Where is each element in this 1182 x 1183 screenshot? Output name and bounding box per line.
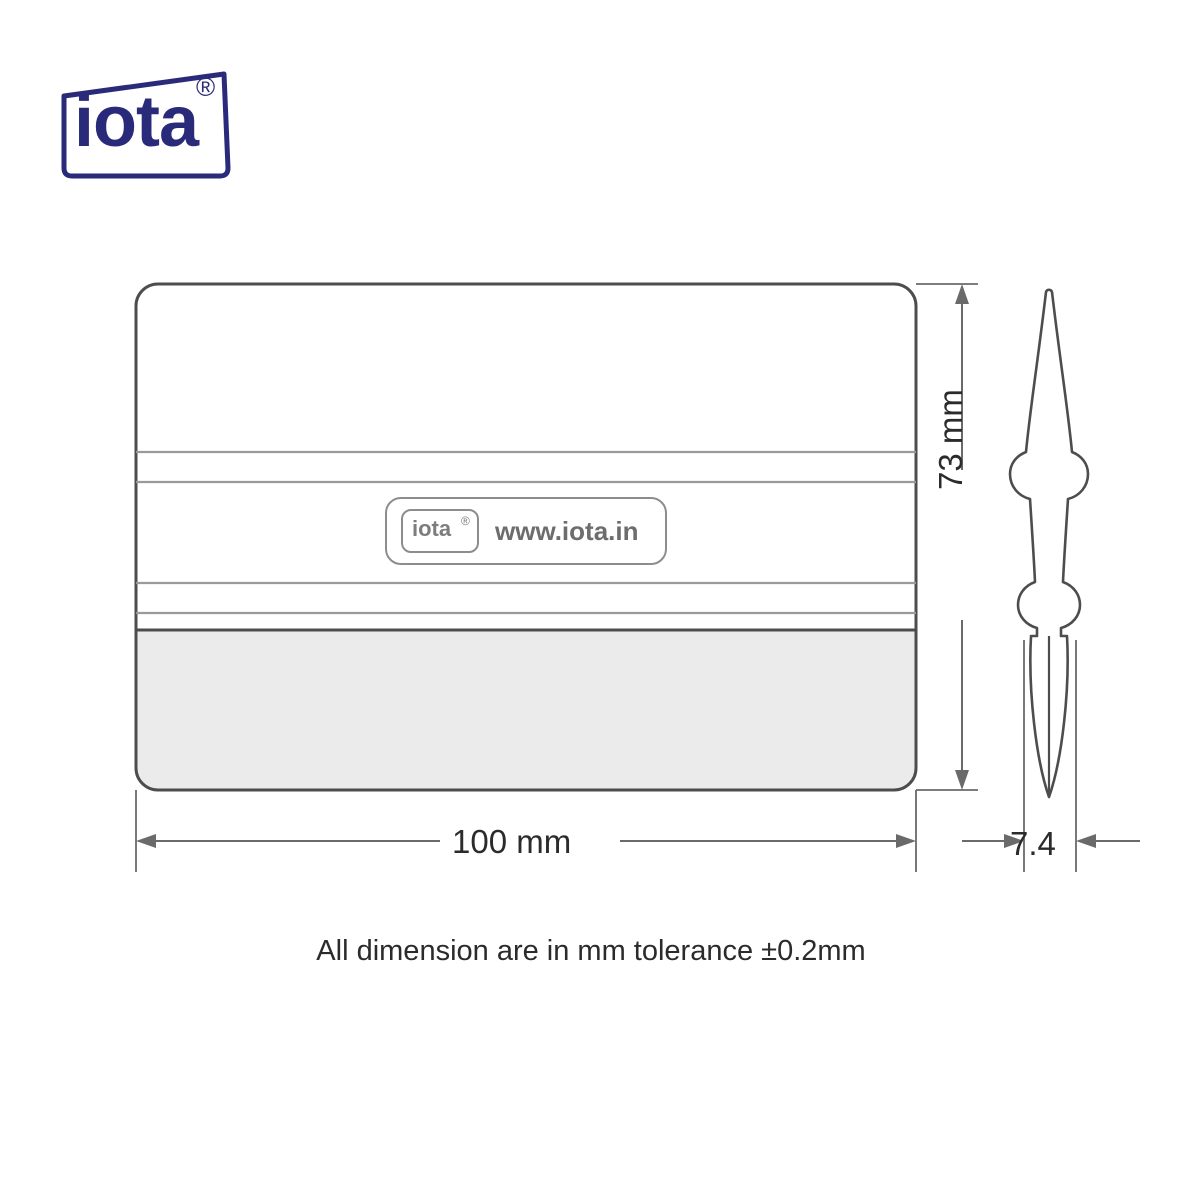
dimension-height-label: 73 mm xyxy=(932,389,969,490)
tolerance-caption: All dimension are in mm tolerance ±0.2mm xyxy=(316,935,866,967)
dimension-thickness-label: 7.4 xyxy=(1010,825,1056,862)
card-bottom-panel xyxy=(136,630,916,790)
height-arrow-top xyxy=(955,284,969,304)
card-label-website: www.iota.in xyxy=(495,515,639,546)
card-label-logo-text: iota xyxy=(412,516,452,541)
width-arrow-left xyxy=(136,834,156,848)
card-label-logo xyxy=(401,509,479,553)
brand-logo-text: iota xyxy=(74,82,199,162)
height-arrow-bottom xyxy=(955,770,969,790)
card-center-label xyxy=(385,497,667,565)
registered-trademark-icon: ® xyxy=(196,72,216,102)
dimension-height xyxy=(916,284,978,790)
thickness-arrow-right xyxy=(1076,834,1096,848)
card-label-registered-icon: ® xyxy=(461,514,470,528)
dimension-width-label: 100 mm xyxy=(452,823,572,860)
width-arrow-right xyxy=(896,834,916,848)
